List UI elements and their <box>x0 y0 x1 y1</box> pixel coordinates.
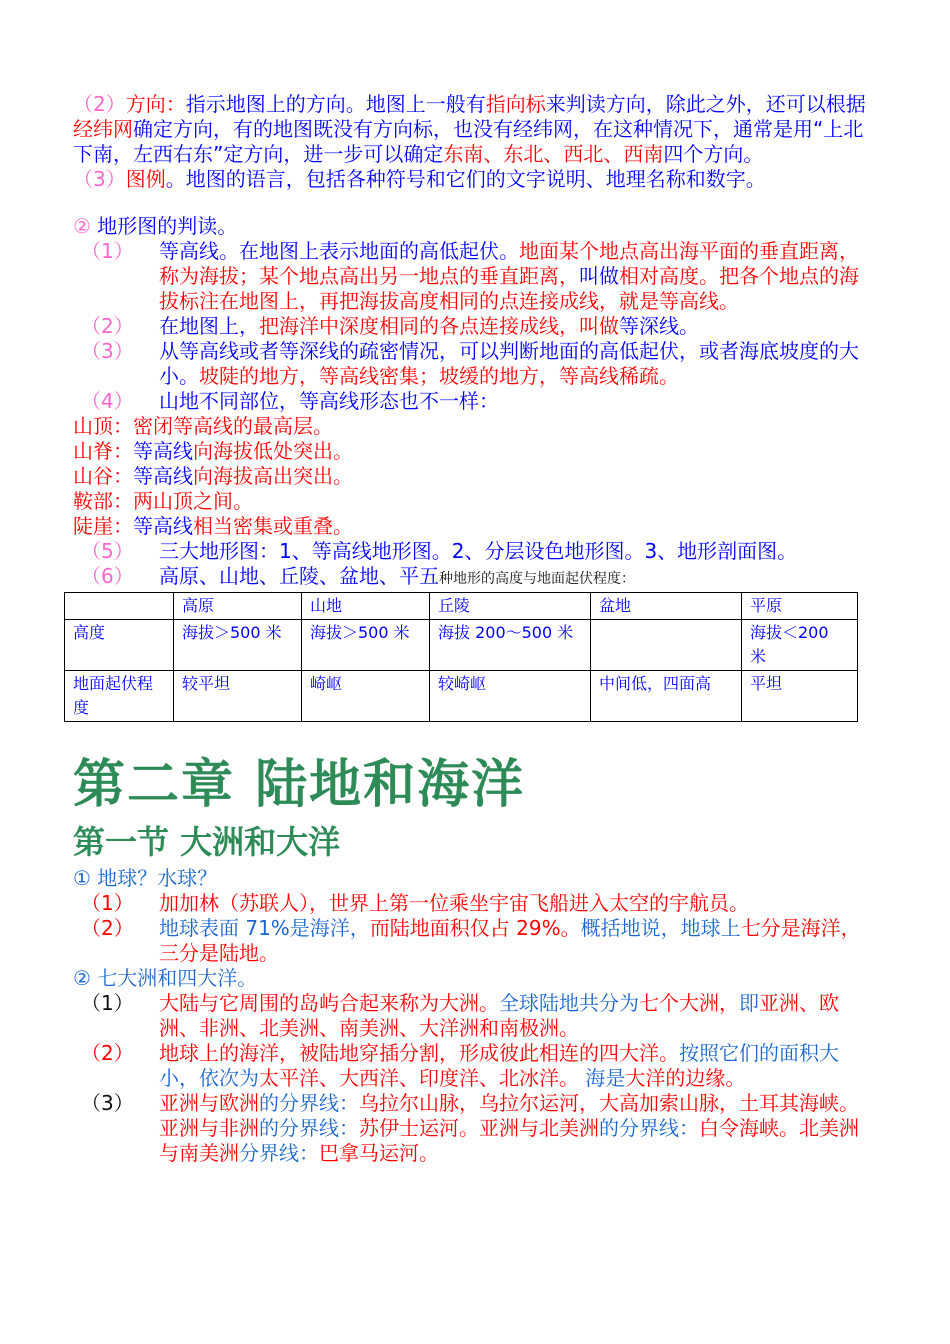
table-cell: 丘陵 <box>430 593 591 620</box>
term: 山顶： <box>73 414 133 438</box>
text: 相对高度。把各个地点的海拔标注在地图上，再把海拔高度相同的点连接成线，就是等高线。 <box>159 264 859 313</box>
section-heading-continents <box>73 966 873 991</box>
text: 。在地图上表示地面的高低起伏。 <box>219 239 519 263</box>
term: 等高线 <box>159 239 219 263</box>
table-cell: 海拔＞500 米 <box>174 620 302 671</box>
item-number: （3） <box>81 1091 134 1115</box>
term: 图例 <box>125 167 166 191</box>
table-cell: 较崎岖 <box>430 671 591 722</box>
text: 而陆地面积仅占 29%。 <box>369 916 581 940</box>
item-number: （3） <box>81 339 134 363</box>
text: 向海拔高出突出。 <box>193 464 353 488</box>
text: 白令海峡。北美洲与南美洲 <box>159 1116 859 1165</box>
section-heading-earth <box>73 866 873 891</box>
text: 海是 <box>579 1066 626 1090</box>
table-row <box>65 620 858 671</box>
item-number: （4） <box>81 389 134 413</box>
list-item <box>73 991 873 1041</box>
list-item <box>73 916 873 966</box>
text: 的分界线： <box>259 1091 359 1115</box>
item-number: （2） <box>81 314 134 338</box>
text: 概括地说，地球上 <box>580 916 741 940</box>
section-title: 第一节 大洲和大洋 <box>73 823 341 861</box>
paragraph-legend <box>73 167 873 192</box>
item-number: （1） <box>81 991 134 1015</box>
text: 按照它们的面积大小，依次为 <box>159 1041 839 1090</box>
list-item <box>73 339 873 389</box>
list-item <box>73 564 873 592</box>
text: 叫做 <box>579 264 619 288</box>
text: 地球表面 71%是海洋， <box>159 916 370 940</box>
landform-line <box>73 414 873 439</box>
paragraph-direction <box>73 92 873 167</box>
landform-line <box>73 489 873 514</box>
text: 乌拉尔山脉，乌拉尔运河，大高加索山脉，土耳其海峡。亚洲与非洲 <box>159 1091 859 1140</box>
text: 等高线 <box>133 464 193 488</box>
text: 即 <box>739 991 759 1015</box>
list-item <box>73 389 873 414</box>
landform-line <box>73 439 873 464</box>
table-cell: 山地 <box>302 593 430 620</box>
section-number: ① <box>73 866 91 890</box>
text: 全球陆地共分为 <box>499 991 639 1015</box>
text: 指示地图上的方向。地图上一般有 <box>185 92 486 116</box>
text: 分界线： <box>239 1141 319 1165</box>
text: 大陆与它周围的岛屿合起来称为大洲。 <box>159 991 499 1015</box>
text: 把海洋中深度相同的各点连接成线，叫做 <box>259 314 619 338</box>
text: 。地图的语言，包括各种符号和它们的文字说明、地理名称和数字。 <box>165 167 766 191</box>
table-cell: 平原 <box>742 593 858 620</box>
text: 巴拿马运河。 <box>319 1141 439 1165</box>
text: 密闭等高线的最高层。 <box>133 414 333 438</box>
table-cell <box>65 593 174 620</box>
text: 大洋的边缘。 <box>625 1066 746 1090</box>
text: 等深线。 <box>619 314 699 338</box>
section-heading-topomap <box>73 214 873 239</box>
text: 四个方向。 <box>663 142 764 166</box>
item-number: （3） <box>73 167 126 191</box>
list-item <box>73 1041 873 1091</box>
item-number: （2） <box>81 1041 134 1065</box>
table-cell: 中间低，四面高 <box>591 671 742 722</box>
landform-line <box>73 464 873 489</box>
table-cell: 地面起伏程度 <box>65 671 174 722</box>
text: 来判读方向，除此之外，还可以根据 <box>545 92 866 116</box>
table-row <box>65 671 858 722</box>
list-item <box>73 314 873 339</box>
term: 东南、东北、西北、西南 <box>443 142 664 166</box>
text: 的分界线： <box>259 1116 359 1140</box>
chapter-title: 第二章 陆地和海洋 <box>73 755 526 815</box>
text: 从等高线或者等深线的疏密情况，可以判断地面的高低起伏，或者海底坡度的大小。 <box>159 339 859 388</box>
list-item <box>73 239 873 314</box>
list-item <box>73 1091 873 1166</box>
section-title: 七大洲和四大洋。 <box>97 966 258 990</box>
section-number: ② <box>73 966 91 990</box>
term: 鞍部： <box>73 489 133 513</box>
landform-table <box>64 592 858 722</box>
term: 陡崖： <box>73 514 133 538</box>
text: 山地不同部位，等高线形态也不一样： <box>159 389 499 413</box>
text: 苏伊士运河。亚洲与北美洲 <box>359 1116 599 1140</box>
text: 三大地形图：1、等高线地形图。2、分层设色地形图。3、地形剖面图。 <box>159 539 798 563</box>
section-title: 地形图的判读。 <box>97 214 238 238</box>
table-cell: 较平坦 <box>174 671 302 722</box>
text: 在地图上， <box>159 314 259 338</box>
document-page <box>73 92 873 1166</box>
text: 七分是海洋，三分是陆地。 <box>159 916 861 965</box>
table-cell <box>591 620 742 671</box>
text: 太平洋、大西洋、印度洋、北冰洋。 <box>259 1066 579 1090</box>
table-cell: 盆地 <box>591 593 742 620</box>
text: 加加林（苏联人），世界上第一位乘坐宇宙飞船进入太空的宇航员。 <box>159 891 749 915</box>
term: 山谷： <box>73 464 133 488</box>
text: 相当密集或重叠。 <box>193 514 353 538</box>
text: 亚洲、欧洲、非洲、北美洲、南美洲、大洋洲和南极洲。 <box>159 991 839 1040</box>
section-number: ② <box>73 214 91 238</box>
table-cell: 高原 <box>174 593 302 620</box>
text: 亚洲与欧洲 <box>159 1091 259 1115</box>
list-item <box>73 891 873 916</box>
text: 确定方向，有的地图既没有方向标，也没有经纬网，在这种情况下，通常是用“上北下南，左西右东”定方向，进一步可以确定 <box>73 117 864 166</box>
table-cell: 海拔 200～500 米 <box>430 620 591 671</box>
text: 向海拔低处突出。 <box>193 439 353 463</box>
item-number: （2） <box>81 916 134 940</box>
term: 经纬网 <box>73 117 133 141</box>
table-cell: 海拔＞500 米 <box>302 620 430 671</box>
text: 两山顶之间。 <box>133 489 253 513</box>
text: 地球上的海洋，被陆地穿插分割，形成彼此相连的四大洋。 <box>159 1041 679 1065</box>
table-cell: 高度 <box>65 620 174 671</box>
term: 方向： <box>125 92 186 116</box>
text: 种地形的高度与地面起伏程度： <box>439 571 635 587</box>
list-item <box>73 539 873 564</box>
text: 等高线 <box>133 439 193 463</box>
section-title: 地球？水球？ <box>97 866 218 890</box>
term: 山脊： <box>73 439 133 463</box>
table-cell: 崎岖 <box>302 671 430 722</box>
item-number: （1） <box>81 891 134 915</box>
term: 指向标 <box>485 92 546 116</box>
text: 的分界线： <box>599 1116 699 1140</box>
text: 七个大洲， <box>639 991 739 1015</box>
text: 高原、山地、丘陵、盆地、平五 <box>159 564 439 588</box>
text: 坡陡的地方，等高线密集；坡缓的地方，等高线稀疏。 <box>199 364 679 388</box>
table-header-row <box>65 593 858 620</box>
item-number: （2） <box>73 92 126 116</box>
table-cell: 平坦 <box>742 671 858 722</box>
text: 地面某个地点高出海平面的垂直距离，称为海拔；某个地点高出另一地点的垂直距离， <box>159 239 859 288</box>
item-number: （6） <box>81 564 134 588</box>
text: 等高线 <box>133 514 193 538</box>
item-number: （5） <box>81 539 134 563</box>
table-cell: 海拔＜200 米 <box>742 620 858 671</box>
landform-line <box>73 514 873 539</box>
item-number: （1） <box>81 239 134 263</box>
